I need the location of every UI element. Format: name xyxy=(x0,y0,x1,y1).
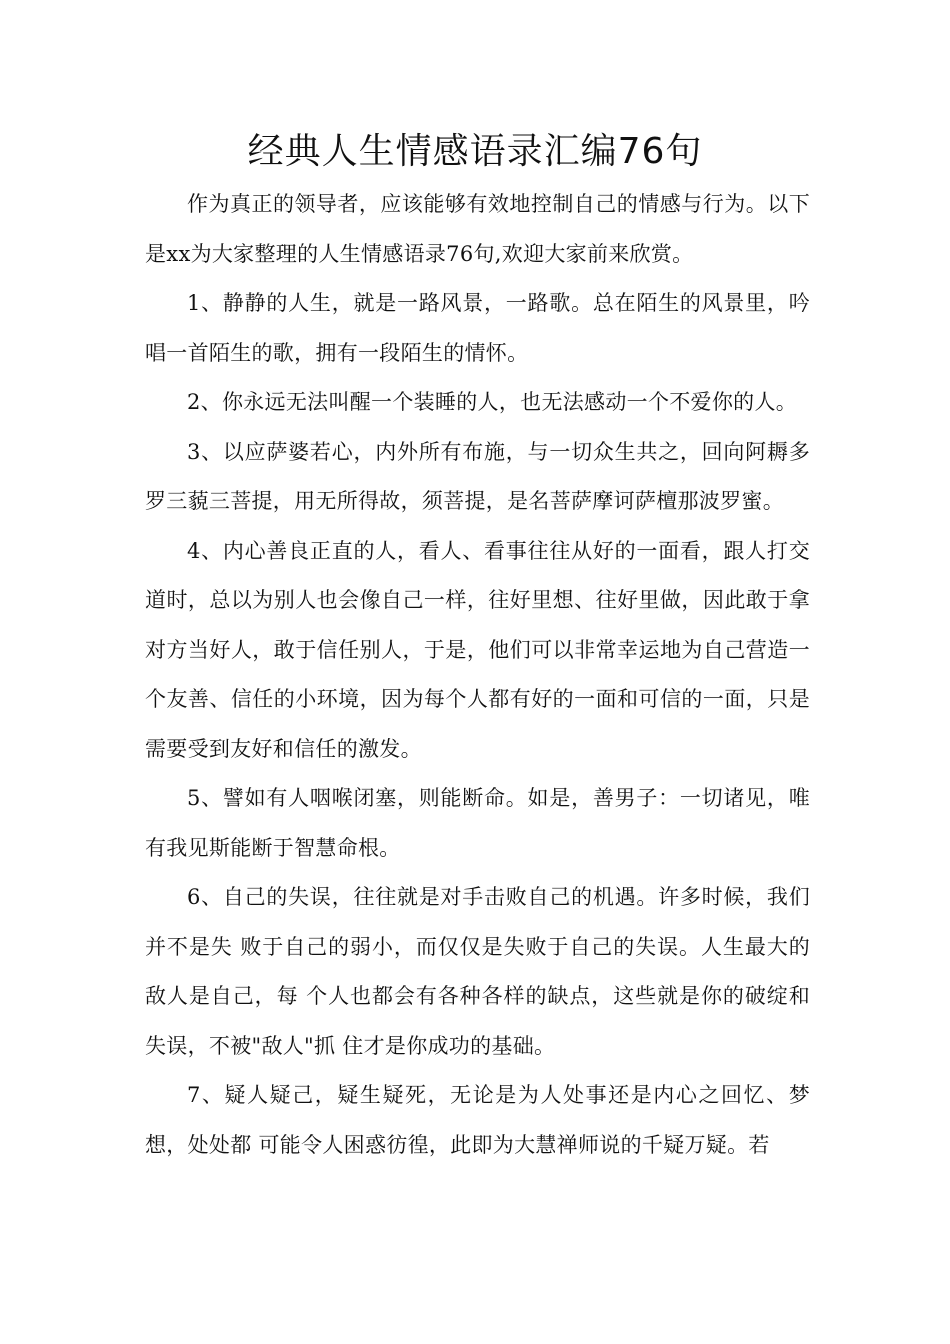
paragraph-7: 7、疑人疑己，疑生疑死，无论是为人处事还是内心之回忆、梦想，处处都 可能令人困惑彷徨，此即为大慧禅师说的千疑万疑。若 xyxy=(145,1083,810,1157)
document-body xyxy=(145,180,810,1170)
paragraph-6: 6、自己的失误，往往就是对手击败自己的机遇。许多时候，我们并不是失 败于自己的弱小，而仅仅是失败于自己的失误。人生最大的敌人是自己，每 个人也都会有各种各样的缺点，这些就是你的破绽和失误，不被"敌人"抓 住才是你成功的基础。 xyxy=(145,885,810,1058)
paragraph-4: 4、内心善良正直的人，看人、看事往往从好的一面看，跟人打交道时，总以为别人也会像自己一样，往好里想、往好里做，因此敢于拿对方当好人，敢于信任别人，于是，他们可以非常幸运地为自己营造一个友善、信任的小环境，因为每个人都有好的一面和可信的一面，只是需要受到友好和信任的激发。 xyxy=(145,538,810,761)
paragraph-2: 2、你永远无法叫醒一个装睡的人，也无法感动一个不爱你的人。 xyxy=(187,390,798,414)
paragraph-intro: 作为真正的领导者，应该能够有效地控制自己的情感与行为。以下是xx为大家整理的人生情感语录76句,欢迎大家前来欣赏。 xyxy=(145,192,810,266)
paragraph-1: 1、静静的人生，就是一路风景，一路歌。总在陌生的风景里，吟唱一首陌生的歌，拥有一段陌生的情怀。 xyxy=(145,291,810,365)
document-title: 经典人生情感语录汇编76句 xyxy=(247,131,703,172)
paragraph-5: 5、譬如有人咽喉闭塞，则能断命。如是，善男子：一切诸见，唯有我见斯能断于智慧命根。 xyxy=(145,786,810,860)
paragraph-3: 3、以应萨婆若心，内外所有布施，与一切众生共之，回向阿耨多罗三藐三菩提，用无所得故，须菩提，是名菩萨摩诃萨檀那波罗蜜。 xyxy=(145,439,810,513)
